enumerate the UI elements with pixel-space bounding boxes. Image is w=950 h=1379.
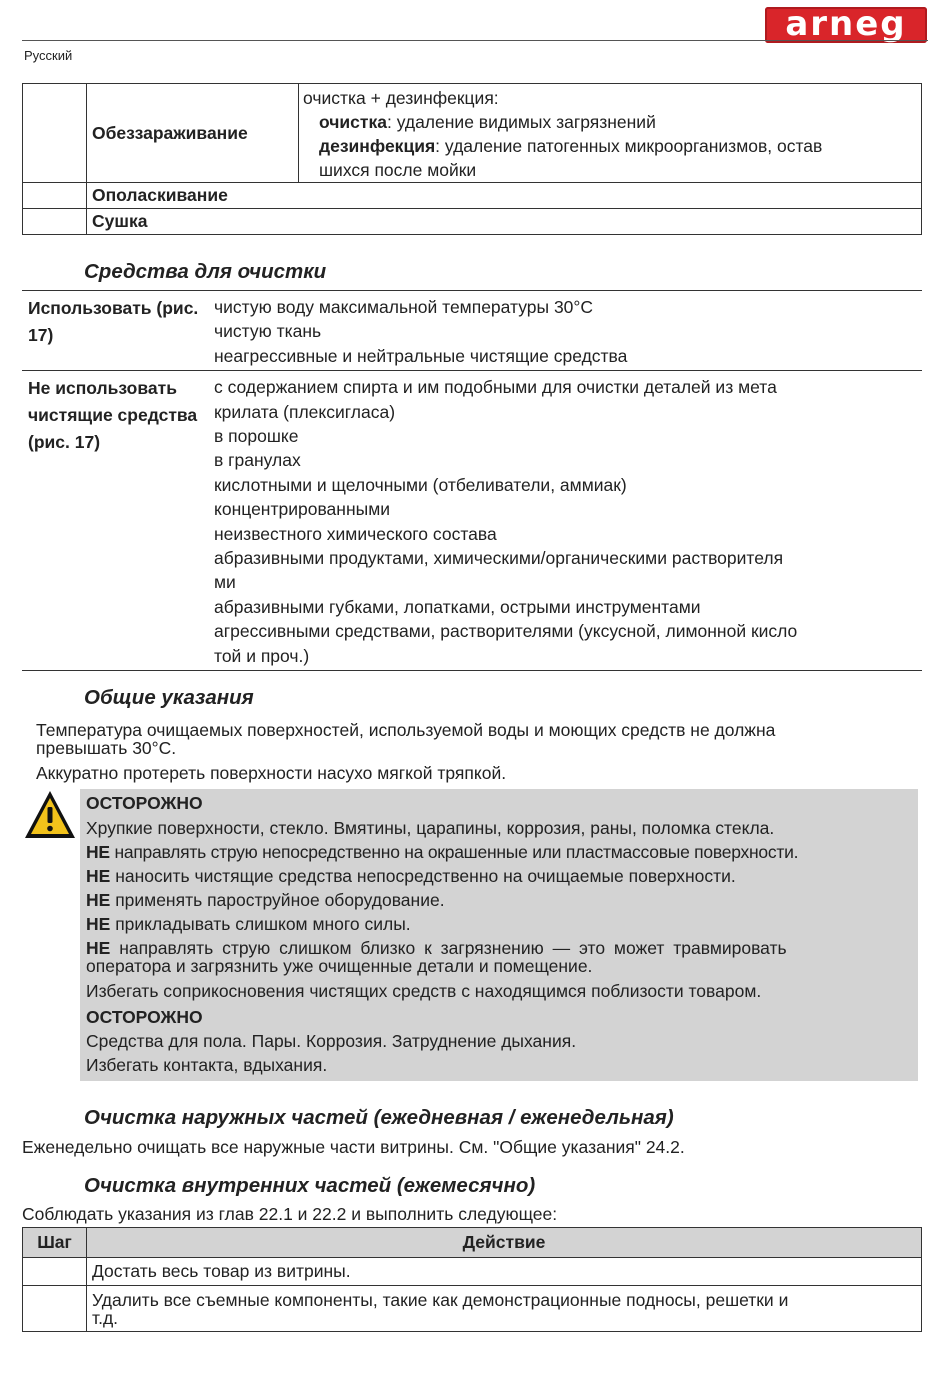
step-action: Достать весь товар из витрины. [87,1258,922,1286]
warning-line: Избегать соприкосновения чистящих средств с находящимся поблизости товаром. [86,981,762,1001]
paragraph: Температура очищаемых поверхностей, используемой воды и моющих средств не должна [36,720,776,740]
warning-triangle-icon [23,789,77,841]
table-cell [23,209,87,235]
use-items: чистую воду максимальной температуры 30°C чистую ткань неагрессивные и нейтральные чистящие средства [214,291,922,371]
warning-ne-line: НЕ наносить чистящие средства непосредственно на очищаемые поверхности. [86,866,736,886]
table-cell [23,1258,87,1286]
paragraph: Еженедельно очищать все наружные части витрины. См. "Общие указания" 24.2. [22,1137,685,1157]
process-table [22,83,922,235]
desc-line: очистка: удаление видимых загрязнений [319,112,656,132]
section-title: Очистка внутренних частей (ежемесячно) [84,1174,536,1197]
warning-ne-line: НЕ прикладывать слишком много силы. [86,914,411,934]
paragraph: Соблюдать указания из глав 22.1 и 22.2 и выполнить следующее: [22,1204,558,1224]
use-label: Использовать (рис. 17) [22,291,214,371]
section-title: Очистка наружных частей (ежедневная / еженедельная) [84,1106,674,1129]
section-title: Средства для очистки [84,260,327,283]
warning-ne-line: НЕ применять пароструйное оборудование. [86,890,445,910]
col-header-step: Шаг [23,1228,87,1258]
col-header-action: Действие [87,1228,922,1258]
warning-line: оператора и загрязнить уже очищенные детали и помещение. [86,956,593,976]
row-name: Обеззараживание [87,84,299,183]
desc-line: дезинфекция: удаление патогенных микроорганизмов, остав [319,136,823,156]
steps-table [22,1227,922,1332]
language-label: Русский [24,48,73,63]
table-cell [23,1286,87,1332]
warning-line: Избегать контакта, вдыхания. [86,1055,328,1075]
warning-line: Хрупкие поверхности, стекло. Вмятины, царапины, коррозия, раны, поломка стекла. [86,818,775,838]
desc-intro: очистка + дезинфекция: [303,88,499,108]
row-description [299,84,922,183]
brand-logo: arneg [765,7,927,43]
warning-ne-line: НЕ направлять струю непосредственно на окрашенные или пластмассовые поверхности. [86,842,799,862]
step-action: Удалить все съемные компоненты, такие как демонстрационные подносы, решетки и т.д. [87,1286,922,1332]
table-cell [23,183,87,209]
cleaning-agents-table [22,290,922,671]
paragraph: превышать 30°C. [36,738,177,758]
desc-cont: шихся после мойки [319,160,477,180]
dont-use-label: Не использовать чистящие средства (рис. 17) [22,371,214,671]
row-name: Сушка [87,209,922,235]
dont-use-items: с содержанием спирта и им подобными для очистки деталей из мета крилата (плексигласа) в порошке в гранулах кислотными и щелочными (отбеливатели, аммиак) концентрированными неизвестного химического состава абразивными продуктами, химическими/органическими растворителя ми абразивными губками, лопатками, острыми инструментами агрессивными средствами, растворителями (уксусной, лимонной кисло той и проч.) [214,371,922,671]
header-divider [22,40,928,41]
table-cell [23,84,87,183]
warning-ne-line: НЕ направлять струю слишком близко к загрязнению — это может травмировать [86,938,787,958]
warning-title: ОСТОРОЖНО [86,1007,203,1027]
warning-title: ОСТОРОЖНО [86,793,203,813]
row-name: Ополаскивание [87,183,922,209]
warning-line: Средства для пола. Пары. Коррозия. Затруднение дыхания. [86,1031,577,1051]
section-title: Общие указания [84,686,254,709]
paragraph: Аккуратно протереть поверхности насухо мягкой тряпкой. [36,763,507,783]
